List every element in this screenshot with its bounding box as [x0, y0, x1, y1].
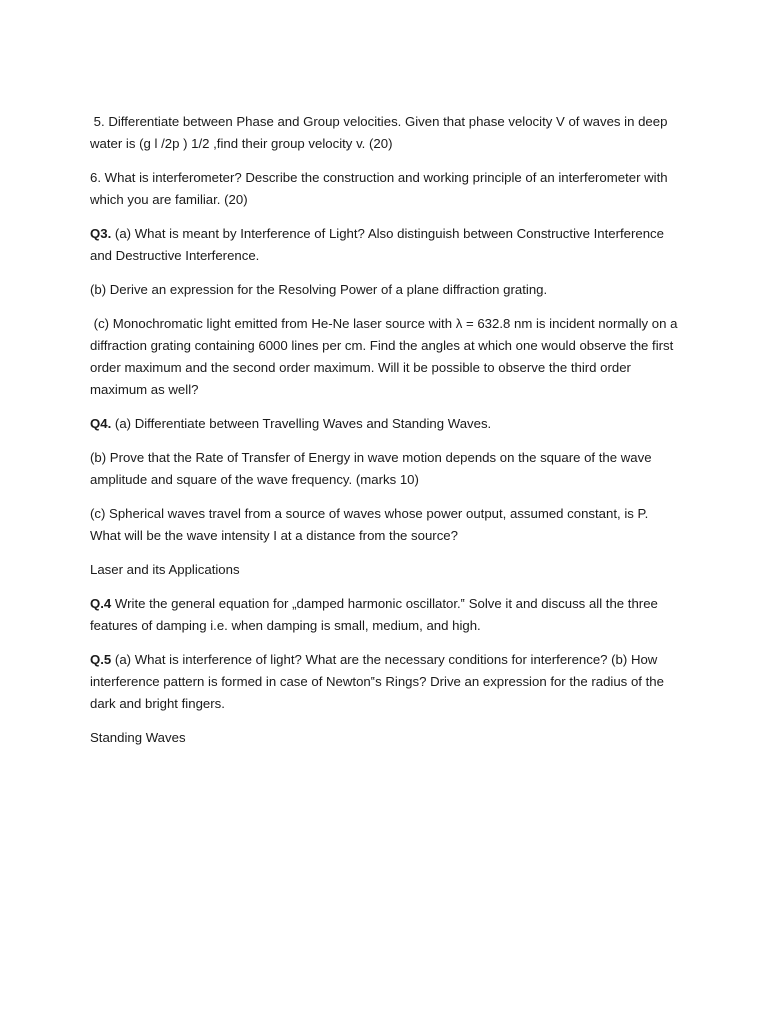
question-q3c-diffraction-grating: (c) Monochromatic light emitted from He-Ne laser source with λ = 632.8 nm is incident normally on a diffraction grating containing 6000 lines per cm. Find the angles at which one would observe the first order maximum and the second order maximum. Will it be possible to observe the third order maximum as well? — [90, 316, 682, 397]
question-q4-damped-oscillator: Q.4 Write the general equation for „damped harmonic oscillator.‟ Solve it and discuss all the three features of damping i.e. when damping is small, medium, and high. — [90, 596, 662, 633]
question-6-interferometer: 6. What is interferometer? Describe the construction and working principle of an interferometer with which you are familiar. (20) — [90, 170, 672, 207]
section-heading-standing-waves: Standing Waves — [90, 730, 186, 745]
question-q5-newtons-rings: Q.5 (a) What is interference of light? What are the necessary conditions for interference? (b) How interference pattern is formed in case of Newton‟s Rings? Drive an expression for the radius of the dark and bright fingers. — [90, 652, 668, 711]
question-q4c-spherical-waves: (c) Spherical waves travel from a source of waves whose power output, assumed constant, is P. What will be the wave intensity I at a distance from the source? — [90, 506, 652, 543]
question-q3a-interference: Q3. (a) What is meant by Interference of Light? Also distinguish between Constructive Interference and Destructive Interference. — [90, 226, 668, 263]
question-5-phase-group-velocity: 5. Differentiate between Phase and Group velocities. Given that phase velocity V of waves in deep water is (g l /2p ) 1/2 ,find their group velocity v. (20) — [90, 114, 672, 151]
question-q3b-resolving-power: (b) Derive an expression for the Resolving Power of a plane diffraction grating. — [90, 282, 548, 297]
question-q4b-energy-transfer: (b) Prove that the Rate of Transfer of Energy in wave motion depends on the square of the wave amplitude and square of the wave frequency. (marks 10) — [90, 450, 656, 487]
question-number: Q.4 — [90, 596, 112, 611]
section-heading-laser: Laser and its Applications — [90, 562, 240, 577]
question-number: Q.5 — [90, 652, 112, 667]
question-number: Q3. — [90, 226, 112, 241]
document-body — [90, 111, 680, 761]
question-q4a-waves: Q4. (a) Differentiate between Travelling Waves and Standing Waves. — [90, 416, 492, 431]
question-number: Q4. — [90, 416, 112, 431]
